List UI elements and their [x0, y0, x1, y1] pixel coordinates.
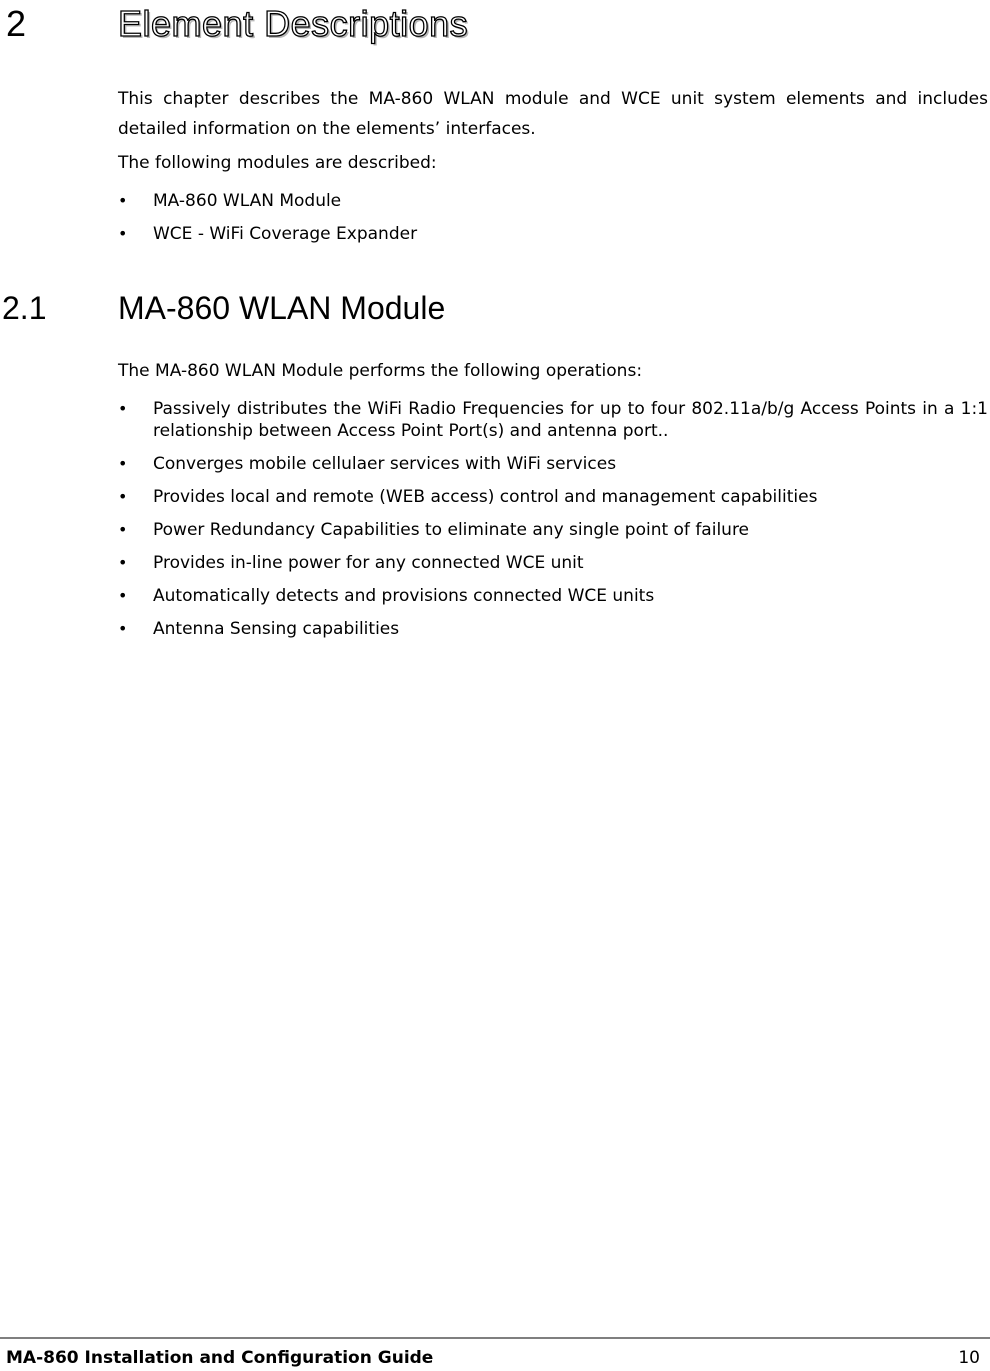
footer-divider [0, 1337, 990, 1339]
page-number: 10 [958, 1348, 980, 1368]
intro-paragraph: This chapter describes the MA-860 WLAN module and WCE unit system elements and includes detailed information on the elements’ interfaces. [118, 89, 988, 139]
section-lead-text: The MA-860 WLAN Module performs the following operations: [118, 361, 643, 381]
list-item: • Antenna Sensing capabilities [118, 618, 988, 640]
section-heading [2, 286, 445, 330]
operations-list [118, 398, 988, 651]
list-item: • MA-860 WLAN Module [118, 190, 988, 212]
chapter-title: Element Descriptions [118, 3, 469, 44]
modules-lead-text: The following modules are described: [118, 153, 437, 173]
modules-list [118, 190, 988, 256]
list-item: • Provides local and remote (WEB access) control and management capabilities [118, 486, 988, 508]
list-item: • WCE - WiFi Coverage Expander [118, 223, 988, 245]
list-item: • Passively distributes the WiFi Radio Frequencies for up to four 802.11a/b/g Access Points in a 1:1 relationship between Access Point Port(s) and antenna port.. [118, 398, 988, 442]
list-item: • Automatically detects and provisions connected WCE units [118, 585, 988, 607]
footer-title: MA-860 Installation and Configuration Guide [6, 1348, 434, 1368]
chapter-heading [6, 2, 468, 46]
list-item: • Converges mobile cellulaer services with WiFi services [118, 453, 988, 475]
chapter-number: 2 [6, 3, 27, 44]
list-item: • Power Redundancy Capabilities to eliminate any single point of failure [118, 519, 988, 541]
section-number: 2.1 [2, 290, 47, 326]
section-title: MA-860 WLAN Module [118, 290, 446, 326]
list-item: • Provides in-line power for any connected WCE unit [118, 552, 988, 574]
